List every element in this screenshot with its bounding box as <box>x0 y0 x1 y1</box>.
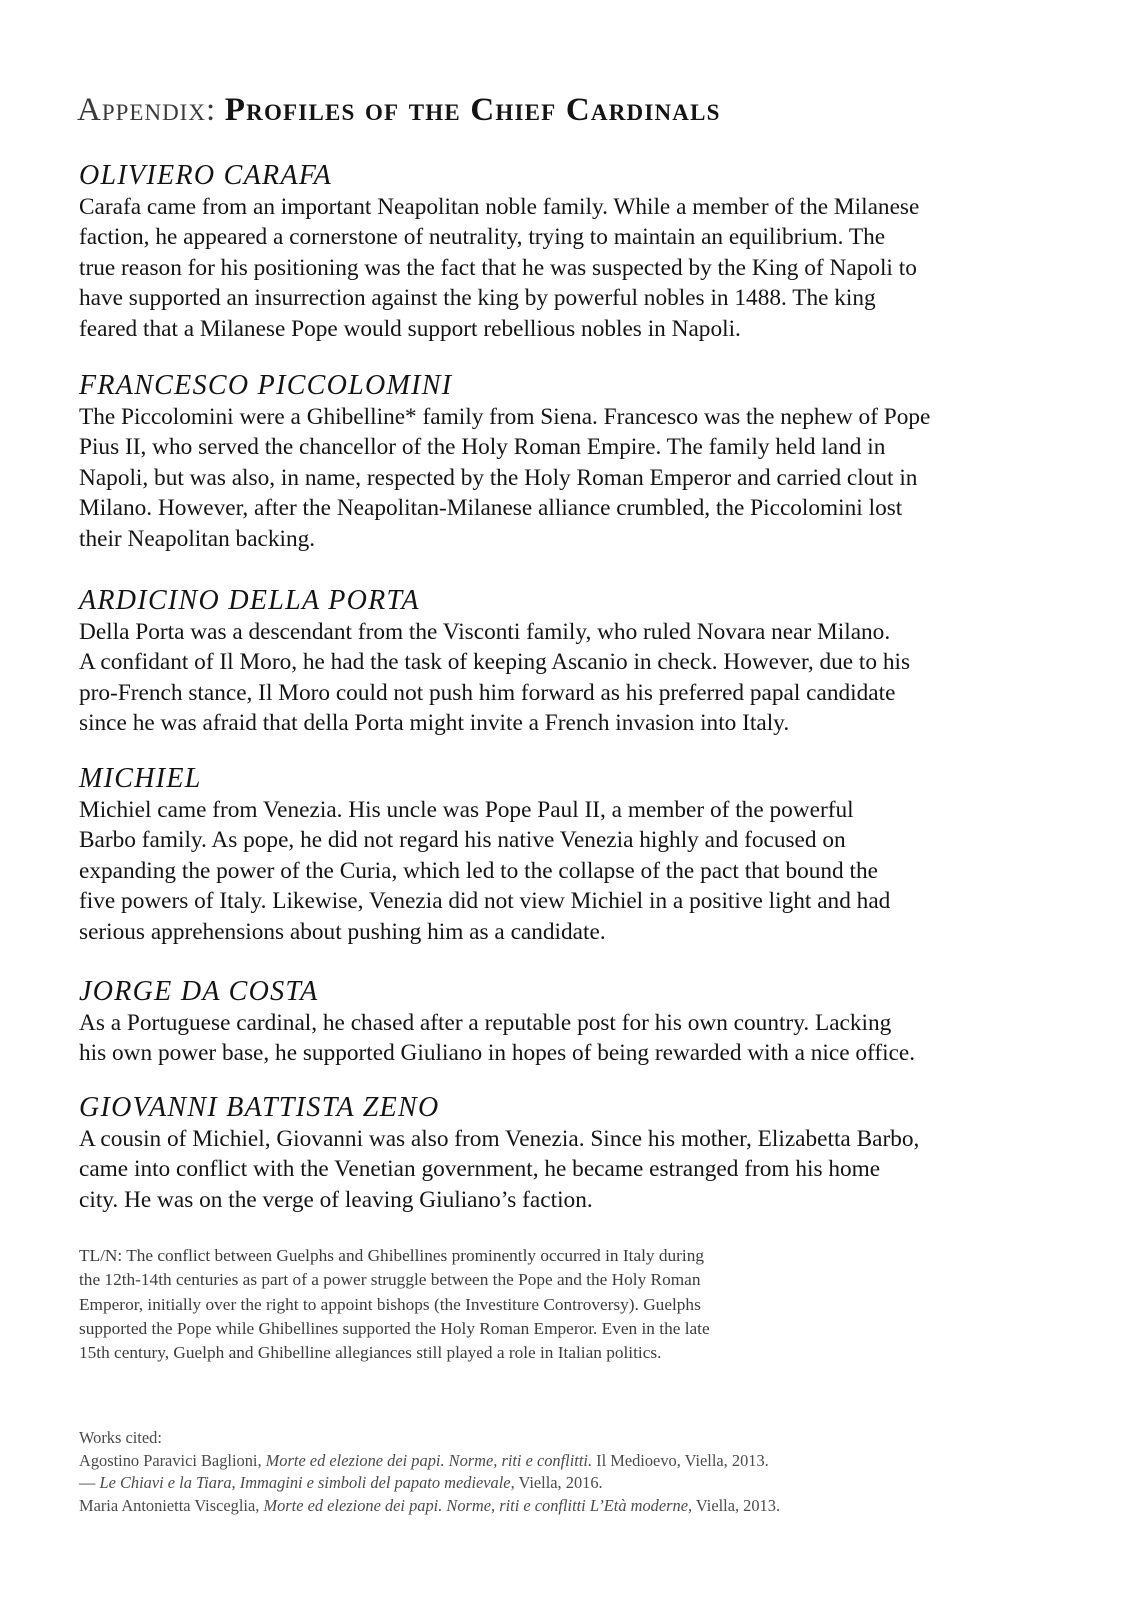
citation-publisher: Il Medioevo, Viella, 2013. <box>592 1450 769 1470</box>
citation <box>79 1450 1039 1473</box>
text-line: his own power base, he supported Giuliano in hopes of being rewarded with a nice office. <box>79 1040 916 1067</box>
text-line: pro-French stance, Il Moro could not push him forward as his preferred papal candidate <box>79 679 896 706</box>
text-line: The Piccolomini were a Ghibelline* family from Siena. Francesco was the nephew of Pope <box>79 404 931 430</box>
cardinal-profile-piccolomini <box>79 370 1049 554</box>
works-cited-label: Works cited: <box>79 1428 162 1447</box>
citation-author: Agostino Paravici Baglioni, <box>79 1450 266 1470</box>
text-line: faction, he appeared a cornerstone of neutrality, trying to maintain an equilibrium. The <box>79 224 886 251</box>
cardinal-description <box>79 617 1049 739</box>
note-line: 15th century, Guelph and Ghibelline allegiances still played a role in Italian politics. <box>79 1343 662 1363</box>
text-line: A confidant of Il Moro, he had the task of keeping Ascanio in check. However, due to his <box>79 649 911 676</box>
note-line: the 12th-14th centuries as part of a power struggle between the Pope and the Holy Roman <box>79 1270 701 1290</box>
citation-title: Morte ed elezione dei papi. Norme, riti e conflitti L’Età moderne, <box>263 1495 693 1515</box>
text-line: came into conflict with the Venetian government, he became estranged from his home <box>79 1156 881 1183</box>
cardinal-name: ARDICINO DELLA PORTA <box>79 585 420 616</box>
citation <box>79 1472 1039 1495</box>
text-line: their Neapolitan backing. <box>79 525 316 552</box>
cardinal-profile-da-costa <box>79 976 1049 1069</box>
text-line: feared that a Milanese Pope would support rebellious nobles in Napoli. <box>79 315 741 342</box>
note-line: Emperor, initially over the right to appoint bishops (the Investiture Controversy). Guelphs <box>79 1294 701 1314</box>
text-line: As a Portuguese cardinal, he chased after a reputable post for his own country. Lacking <box>79 1010 892 1036</box>
citation-author: Maria Antonietta Visceglia, <box>79 1495 264 1515</box>
text-line: Carafa came from an important Neapolitan noble family. While a member of the Milanese <box>79 194 920 220</box>
text-line: Michiel came from Venezia. His uncle was Pope Paul II, a member of the powerful <box>79 797 854 823</box>
translator-note <box>79 1244 1039 1365</box>
cardinal-profile-della-porta <box>79 585 1049 739</box>
cardinal-name: OLIVIERO CARAFA <box>79 160 333 191</box>
text-line: five powers of Italy. Likewise, Venezia did not view Michiel in a positive light and had <box>79 888 891 915</box>
citation-title: Morte ed elezione dei papi. Norme, riti e conflitti. <box>265 1450 593 1470</box>
text-line: serious apprehensions about pushing him as a candidate. <box>79 918 606 945</box>
cardinal-description <box>79 402 1049 554</box>
text-line: since he was afraid that della Porta might invite a French invasion into Italy. <box>79 710 790 737</box>
page-title <box>77 88 1077 132</box>
citation-publisher: , Viella, 2016. <box>510 1473 603 1492</box>
cardinal-description <box>79 795 1049 947</box>
cardinal-name: FRANCESCO PICCOLOMINI <box>79 370 453 401</box>
text-line: true reason for his positioning was the fact that he was suspected by the King of Napoli to <box>79 254 917 281</box>
note-line: supported the Pope while Ghibellines supported the Holy Roman Emperor. Even in the late <box>79 1318 710 1338</box>
cardinal-profile-michiel <box>79 763 1049 947</box>
citation <box>79 1495 1039 1518</box>
title-prefix: Appendix: <box>77 92 217 128</box>
text-line: city. He was on the verge of leaving Giuliano’s faction. <box>79 1186 593 1213</box>
text-line: Milano. However, after the Neapolitan-Milanese alliance crumbled, the Piccolomini lost <box>79 495 903 522</box>
citation-publisher: Viella, 2013. <box>692 1495 781 1515</box>
text-line: Barbo family. As pope, he did not regard his native Venezia highly and focused on <box>79 827 846 854</box>
cardinal-profile-carafa <box>79 160 1049 344</box>
cardinal-name: GIOVANNI BATTISTA ZENO <box>79 1092 440 1123</box>
text-line: Pius II, who served the chancellor of the Holy Roman Empire. The family held land in <box>79 434 886 461</box>
cardinal-name: JORGE DA COSTA <box>79 976 319 1007</box>
works-cited <box>79 1427 1039 1517</box>
text-line: Della Porta was a descendant from the Visconti family, who ruled Novara near Milano. <box>79 619 891 645</box>
citation-author: — <box>79 1473 100 1492</box>
text-line: A cousin of Michiel, Giovanni was also from Venezia. Since his mother, Elizabetta Barbo, <box>79 1126 920 1152</box>
citation-title: Le Chiavi e la Tiara, Immagini e simboli del papato medievale <box>99 1473 511 1492</box>
cardinal-description <box>79 1008 1049 1069</box>
title-main: Profiles of the Chief Cardinals <box>224 92 721 128</box>
text-line: expanding the power of the Curia, which led to the collapse of the pact that bound the <box>79 857 878 884</box>
text-line: Napoli, but was also, in name, respected by the Holy Roman Emperor and carried clout in <box>79 464 918 491</box>
cardinal-description <box>79 192 1049 344</box>
cardinal-name: MICHIEL <box>79 763 202 794</box>
cardinal-profile-zeno <box>79 1092 1049 1215</box>
cardinal-description <box>79 1124 1049 1215</box>
note-line: TL/N: The conflict between Guelphs and Ghibellines prominently occurred in Italy during <box>79 1246 704 1265</box>
text-line: have supported an insurrection against the king by powerful nobles in 1488. The king <box>79 285 876 312</box>
